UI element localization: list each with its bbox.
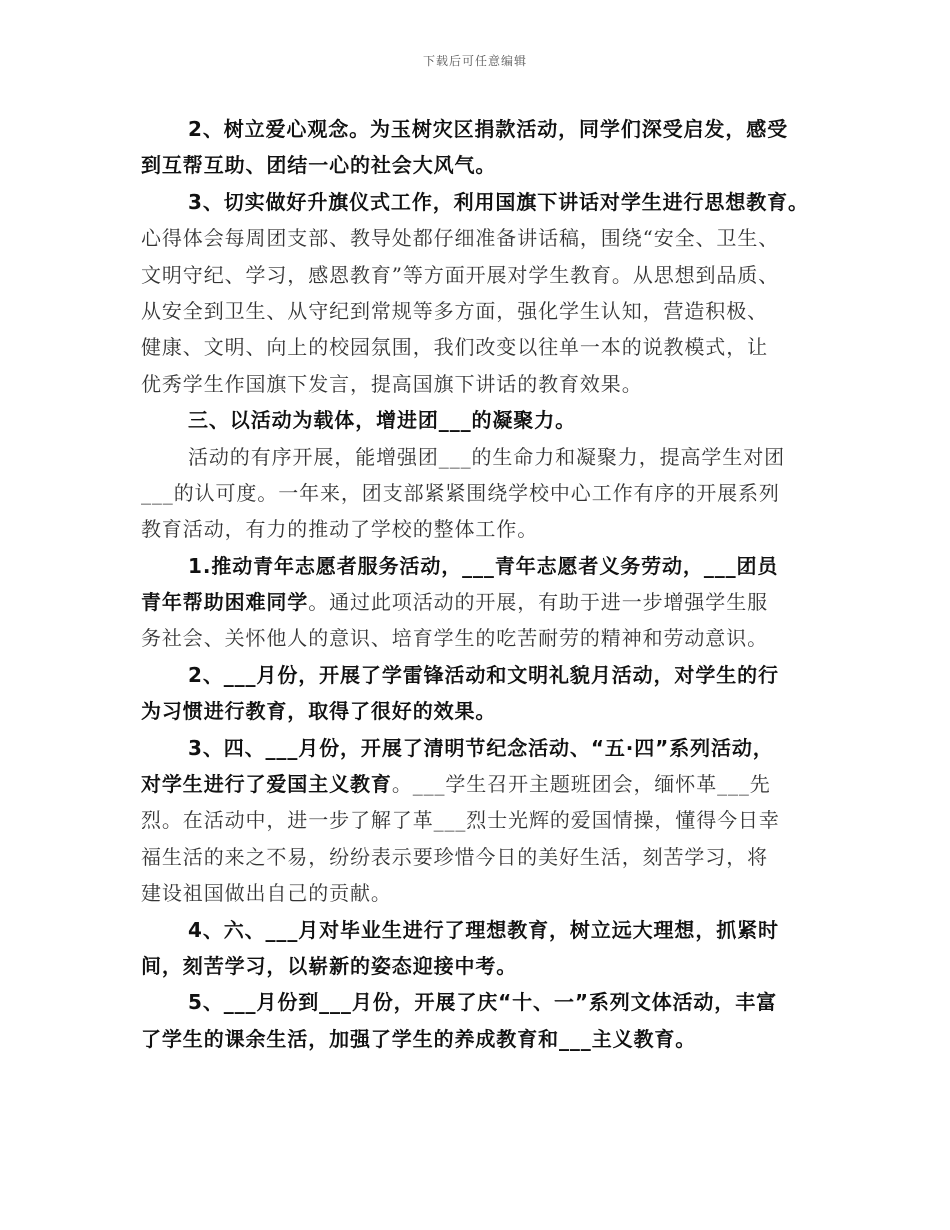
text-segment: 务社会、关怀他人的意识、培育学生的吃苦耐劳的精神和劳动意识。 <box>141 626 768 651</box>
bold-text-segment: 3、四、___月份，开展了清明节纪念活动、“五·四”系列活动， <box>188 735 774 760</box>
text-line <box>141 439 811 475</box>
bold-text-segment: 1.推动青年志愿者服务活动，___青年志愿者义务劳动，___团员 <box>188 553 779 578</box>
text-line <box>141 257 811 293</box>
text-segment: 。___学生召开主题班团会，缅怀革___先 <box>391 772 771 797</box>
text-line <box>141 948 811 984</box>
text-line <box>141 730 811 766</box>
text-line <box>141 657 811 693</box>
text-line <box>141 402 811 438</box>
text-line <box>141 511 811 547</box>
bold-text-segment: 2、树立爱心观念。为玉树灾区捐款活动，同学们深受启发，感受 <box>188 117 789 141</box>
text-segment: 健康、文明、向上的校园氛围，我们改变以往单一本的说教模式，让 <box>141 335 768 360</box>
text-line <box>141 475 811 511</box>
page-header: 下载后可任意编辑 <box>422 54 527 68</box>
text-line <box>141 147 811 183</box>
text-line <box>141 839 811 875</box>
text-segment: 心得体会每周团支部、教导处都仔细准备讲话稿，围绕“安全、卫生、 <box>141 226 780 251</box>
bold-text-segment: 4、六、___月对毕业生进行了理想教育，树立远大理想，抓紧时 <box>188 917 779 942</box>
text-segment: 教育活动，有力的推动了学校的整体工作。 <box>141 517 539 542</box>
text-line <box>141 984 811 1020</box>
text-segment: 优秀学生作国旗下发言，提高国旗下讲话的教育效果。 <box>141 371 643 396</box>
document-body <box>141 111 811 1057</box>
text-segment: 烈。在活动中，进一步了解了革___烈士光辉的爱国情操，懂得今日幸 <box>141 808 780 833</box>
text-line <box>141 220 811 256</box>
text-line <box>141 693 811 729</box>
text-line <box>141 329 811 365</box>
bold-text-segment: 三、以活动为载体，增进团___的凝聚力。 <box>188 408 576 433</box>
text-line <box>141 1021 811 1057</box>
text-segment: 活动的有序开展，能增强团___的生命力和凝聚力，提高学生对团 <box>188 444 785 469</box>
text-line <box>141 875 811 911</box>
text-line <box>141 184 811 220</box>
text-line <box>141 766 811 802</box>
bold-text-segment: 了学生的课余生活，加强了学生的养成教育和___主义教育。 <box>141 1026 697 1051</box>
bold-text-segment: 为习惯进行教育，取得了很好的效果。 <box>141 699 497 724</box>
text-line <box>141 802 811 838</box>
text-line <box>141 912 811 948</box>
bold-text-segment: 间，刻苦学习，以崭新的姿态迎接中考。 <box>141 953 518 978</box>
text-segment: 文明守纪、学习，感恩教育”等方面开展对学生教育。从思想到品质、 <box>141 262 780 287</box>
bold-text-segment: 青年帮助困难同学 <box>141 590 309 615</box>
text-segment: 建设祖国做出自己的贡献。 <box>141 881 392 906</box>
bold-text-segment: 到互帮互助、团结一心的社会大风气。 <box>141 153 497 178</box>
text-line <box>141 548 811 584</box>
text-line <box>141 293 811 329</box>
bold-text-segment: 2、___月份，开展了学雷锋活动和文明礼貌月活动，对学生的行 <box>188 662 779 687</box>
text-line <box>141 620 811 656</box>
text-line <box>141 584 811 620</box>
text-segment: 福生活的来之不易，纷纷表示要珍惜今日的美好生活，刻苦学习，将 <box>141 844 768 869</box>
bold-text-segment: 对学生进行了爱国主义教育 <box>141 772 392 797</box>
text-line <box>141 366 811 402</box>
bold-text-segment: 3、切实做好升旗仪式工作，利用国旗下讲话对学生进行思想教育。 <box>188 189 809 214</box>
text-segment: 从安全到卫生、从守纪到常规等多方面，强化学生认知，营造积极、 <box>141 298 768 323</box>
text-segment: ___的认可度。一年来，团支部紧紧围绕学校中心工作有序的开展系列 <box>141 480 780 505</box>
text-segment: 。通过此项活动的开展，有助于进一步增强学生服 <box>308 590 769 615</box>
text-line <box>141 111 811 147</box>
bold-text-segment: 5、___月份到___月份，开展了庆“十、一”系列文体活动，丰富 <box>188 990 778 1015</box>
